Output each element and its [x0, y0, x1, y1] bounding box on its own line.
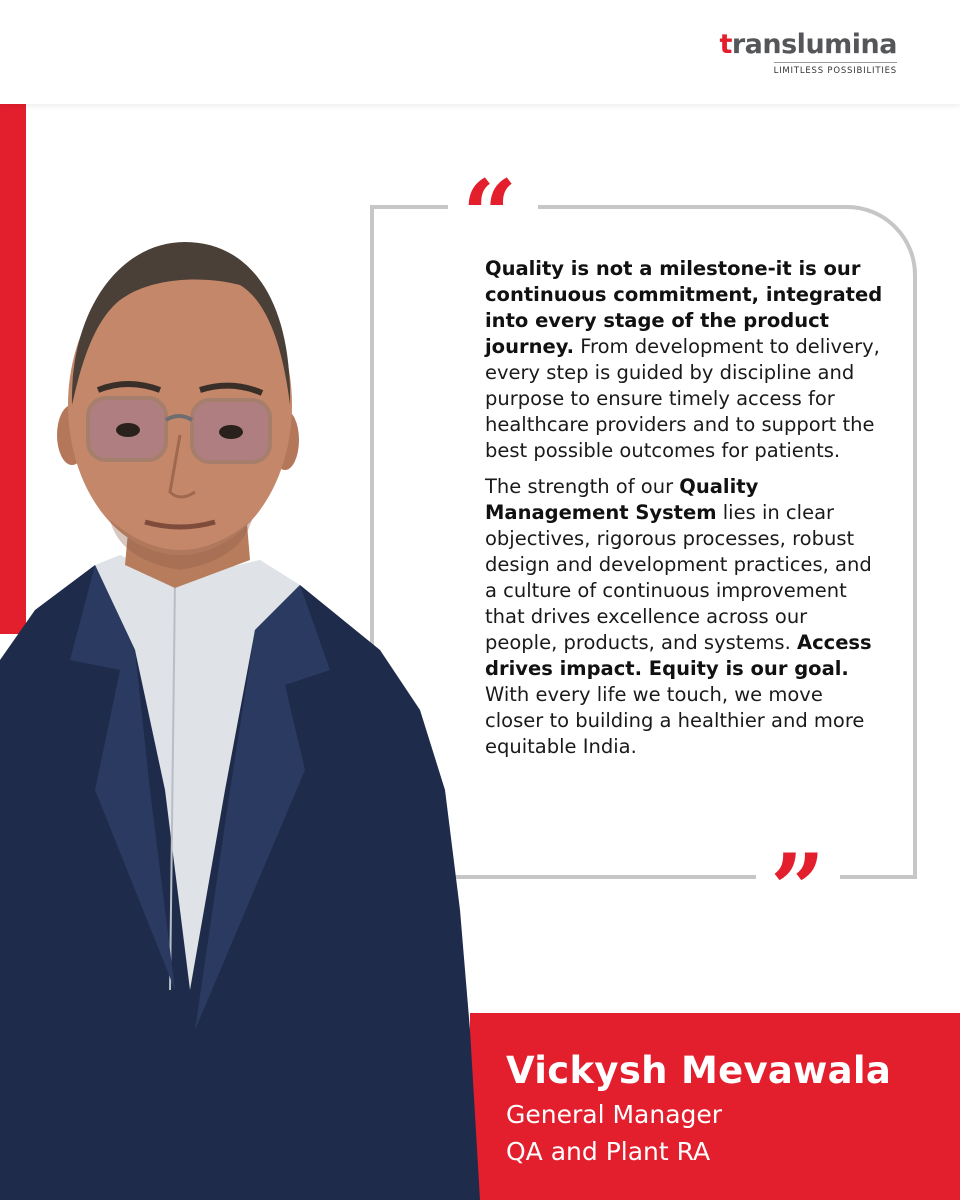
quote-text-2c: With every life we touch, we move closer to building a healthier and more equitable India. [485, 683, 865, 758]
portrait-photo [0, 230, 480, 1200]
open-quote-icon: “ [462, 159, 518, 272]
quote-paragraph-2 [485, 474, 885, 760]
quote-text-2a: The strength of our [485, 475, 680, 498]
quote-highlight-3: Access drives impact. Equity is our goal. [485, 631, 872, 680]
person-title-1: General Manager [506, 1100, 723, 1129]
quote-highlight-2: Quality Management System [485, 475, 759, 524]
person-info [506, 1048, 891, 1168]
logo-tagline: LIMITLESS POSSIBILITIES [774, 62, 897, 76]
quote-text-2b: lies in clear objectives, rigorous processes, robust design and development practices, and a culture of continuous improvement that drives excellence across our people, products, and systems. [485, 501, 872, 654]
header-bar [0, 0, 960, 104]
logo-wordmark [687, 30, 897, 60]
brand-logo [687, 30, 897, 78]
quote-body [485, 256, 885, 770]
close-quote-icon: ” [770, 833, 826, 946]
person-title-2: QA and Plant RA [506, 1137, 711, 1166]
person-name: Vickysh Mevawala [506, 1049, 892, 1092]
logo-first-letter: t [719, 29, 732, 60]
quote-text-1: From development to delivery, every step is guided by discipline and purpose to ensure timely access for healthcare providers and to support the best possible outcomes for patients. [485, 335, 880, 462]
logo-rest: ranslumina [731, 29, 897, 60]
quote-highlight-1: Quality is not a milestone-it is our continuous commitment, integrated into every stage of the product journey. [485, 257, 883, 358]
quote-paragraph-1 [485, 256, 885, 464]
